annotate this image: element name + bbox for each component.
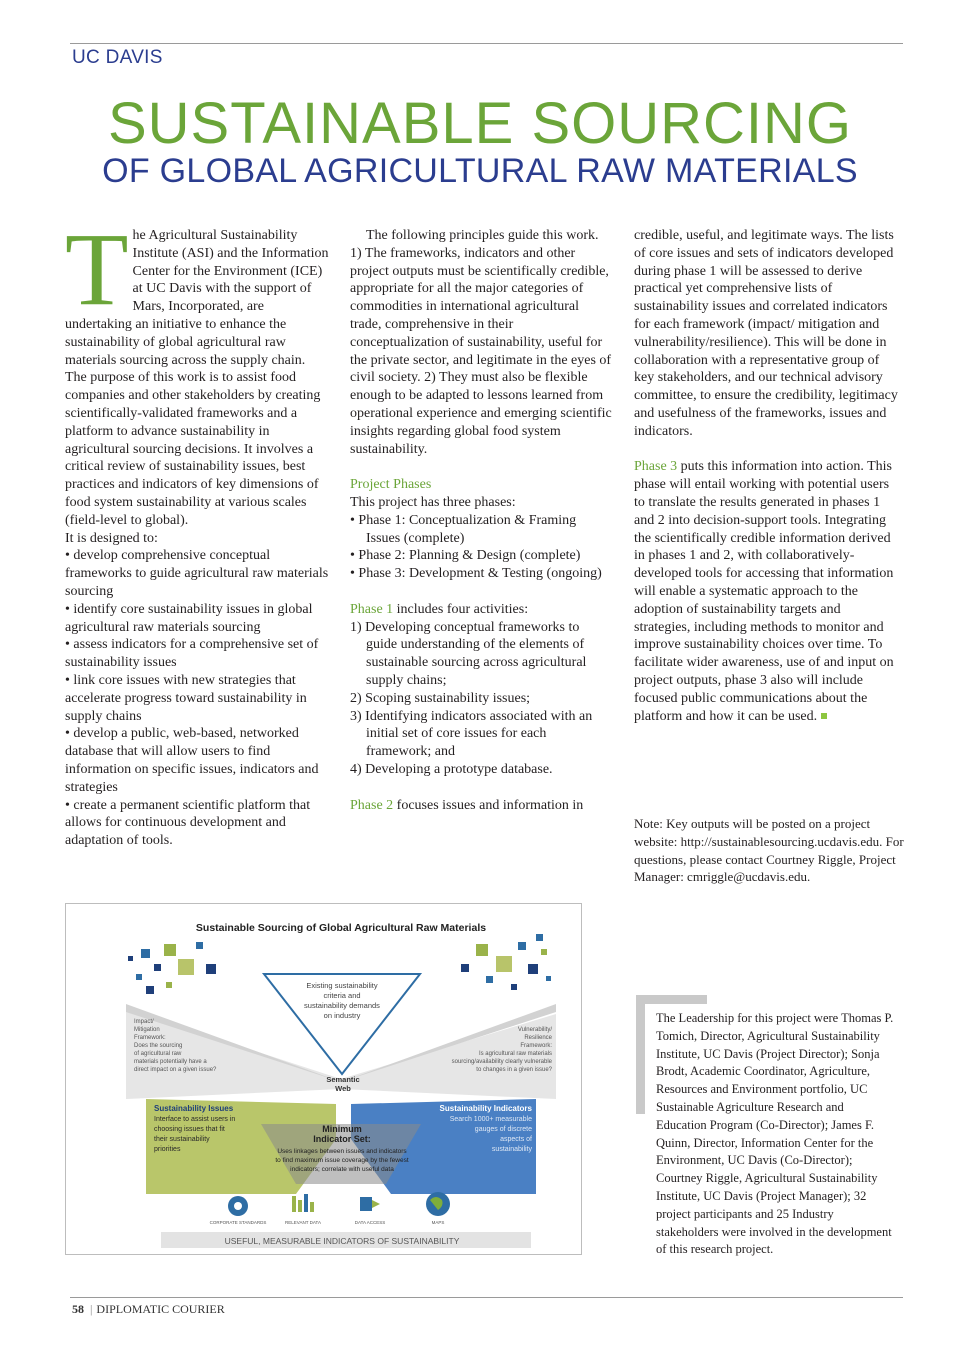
- svg-text:Sustainability Issues: Sustainability Issues: [154, 1104, 234, 1113]
- svg-text:to changes in a given issue?: to changes in a given issue?: [476, 1067, 552, 1073]
- svg-text:aspects of: aspects of: [500, 1136, 532, 1143]
- list-item: • Phase 2: Planning & Design (complete): [350, 548, 581, 564]
- svg-text:Mitigation: Mitigation: [134, 1027, 160, 1033]
- svg-text:Framework:: Framework:: [520, 1043, 552, 1049]
- diagram-svg: [66, 904, 581, 1254]
- intro-paragraph: he Agricultural Sustainability Institute (ASI) and the Information Center for the Environment (ICE) at UC Davis with the support of Mars, Incorporated, are undertaking an initiative to enhance the sustainability of global agricultural raw materials sourcing across the supply chain. The purpose of this work is to assist food companies and other stakeholders by creating scientifically-validated frameworks and a platform to advance sustainability in agricultural sourcing decisions. It involves a critical review of sustainability issues, best practices and indicators of key dimensions of food system sustainability at various scales (field-level to global).: [65, 228, 329, 528]
- svg-text:CORPORATE STANDARDS: CORPORATE STANDARDS: [209, 1220, 267, 1225]
- list-item: • Phase 1: Conceptualization & Framing Issues (complete): [350, 512, 577, 546]
- svg-text:Interface to assist users in: Interface to assist users in: [154, 1116, 236, 1123]
- phase2-continued: credible, useful, and legitimate ways. The lists of core issues and sets of indicators developed during phase 1 will be assessed to derive practical yet comprehensive lists of sustainability issues and correlated indicators for each framework (impact/ mitigation and vulnerability/resilience). This will be done in collaboration with a representative group of key stakeholders, and our technical advisory committee, to ensure the credibility, legitimacy and usefulness of the frameworks, issues and indicators.: [634, 228, 898, 439]
- phase2-label: Phase 2: [350, 797, 394, 813]
- drop-cap: T: [65, 212, 129, 327]
- svg-text:sustainability demands: sustainability demands: [304, 1001, 380, 1010]
- svg-text:Search 1000+ measurable: Search 1000+ measurable: [449, 1116, 532, 1123]
- list-item: • create a permanent scientific platform that allows for continuous development and adaptation of tools.: [65, 797, 311, 849]
- svg-text:DATA ACCESS: DATA ACCESS: [354, 1220, 386, 1225]
- phase1-label: Phase 1: [350, 601, 394, 617]
- bottom-rule: [70, 1297, 903, 1298]
- corporate-standards-icon: [228, 1196, 248, 1216]
- designed-to: It is designed to:: [65, 530, 158, 546]
- svg-text:Semantic: Semantic: [326, 1075, 360, 1084]
- list-item: • link core issues with new strategies that accelerate progress toward sustainability in supply chains: [65, 672, 307, 724]
- svg-text:Does the sourcing: Does the sourcing: [134, 1043, 183, 1049]
- footer: [72, 1302, 225, 1317]
- svg-text:criteria and: criteria and: [323, 991, 361, 1000]
- phase1-intro: Phase 1 includes four activities:: [350, 601, 529, 617]
- svg-text:sourcing/availability clearly: sourcing/availability clearly vulnerable: [451, 1059, 552, 1065]
- svg-text:of agricultural raw: of agricultural raw: [134, 1051, 182, 1057]
- svg-text:their sustainability: their sustainability: [154, 1136, 210, 1143]
- svg-text:to find maximum issue coverage: to find maximum issue coverage by the fewest: [275, 1157, 409, 1164]
- publication-name: DIPLOMATIC COURIER: [96, 1302, 225, 1316]
- list-item: 1) Developing conceptual frameworks to guide understanding of the elements of sustainable sourcing across agricultural supply chains;: [350, 619, 587, 688]
- svg-text:on industry: on industry: [323, 1011, 361, 1020]
- list-item: • Phase 3: Development & Testing (ongoing): [350, 566, 602, 582]
- phases-intro: This project has three phases:: [350, 494, 516, 510]
- svg-text:Resilience: Resilience: [524, 1035, 552, 1041]
- leadership-text: The Leadership for this project were Thomas P. Tomich, Director, Agricultural Sustainability Institute, UC Davis (Project Director); Sonja Brodt, Academic Coordinator, Agriculture, Resources and Environment portfolio, UC Sustainable Agriculture Research and Education Program (Co-Director); James F. Quinn, Director, Information Center for the Environment, UC Davis (Co-Director); Courtney Riggle, Agricultural Sustainability Institute, UC Davis (Project Manager); 32 project participants and 25 Industry stakeholders were involved in the development of this research project.: [656, 1011, 894, 1257]
- svg-text:Indicator Set:: Indicator Set:: [313, 1134, 371, 1144]
- icon-labels: [210, 1220, 445, 1225]
- separator-icon: |: [90, 1302, 93, 1316]
- list-item: 3) Identifying indicators associated with an initial set of core issues for each framework; and: [350, 708, 593, 760]
- phases-heading: Project Phases: [350, 477, 432, 493]
- svg-text:Impact/: Impact/: [134, 1019, 154, 1025]
- svg-text:indicators; correlate with use: indicators; correlate with useful data: [290, 1166, 394, 1173]
- phase2-intro: Phase 2 focuses issues and information in: [350, 797, 584, 813]
- list-item: • develop a public, web-based, networked database that will allow users to find information on specific issues, indicators and strategies: [65, 726, 319, 795]
- page-title: SUSTAINABLE SOURCING: [107, 91, 853, 156]
- figure-title: Sustainable Sourcing of Global Agricultural Raw Materials: [195, 922, 487, 934]
- data-access-icon: [360, 1197, 380, 1211]
- svg-text:materials potentially have a: materials potentially have a: [134, 1059, 207, 1065]
- list-item: 4) Developing a prototype database.: [350, 761, 553, 777]
- list-item: • assess indicators for a comprehensive set of sustainability issues: [65, 637, 319, 671]
- svg-text:Is agricultural raw materials: Is agricultural raw materials: [478, 1051, 552, 1057]
- diagram-figure: [65, 903, 582, 1255]
- list-item: • identify core sustainability issues in global agricultural raw materials sourcing: [65, 601, 313, 635]
- svg-text:Uses linkages between issues a: Uses linkages between issues and indicators: [277, 1148, 407, 1155]
- svg-text:direct impact on a given issue: direct impact on a given issue?: [134, 1067, 217, 1073]
- column-3: [634, 227, 898, 725]
- column-2: [350, 227, 612, 814]
- column-1: [65, 212, 330, 850]
- svg-text:Framework:: Framework:: [134, 1035, 166, 1041]
- section-label: UC DAVIS: [72, 47, 163, 68]
- svg-text:RELEVANT DATA: RELEVANT DATA: [285, 1220, 321, 1225]
- list-item: 2) Scoping sustainability issues;: [350, 690, 531, 706]
- svg-text:Existing sustainability: Existing sustainability: [306, 981, 378, 990]
- svg-text:gauges of discrete: gauges of discrete: [474, 1126, 532, 1133]
- phase3-paragraph: Phase 3 puts this information into action. This phase will entail working with potential users to translate the results generated in phases 1 and 2 into decision-support tools. Integrating the scientifically credible information derived in phases 1 and 2, with collaboratively-developed tools for accessing that information will enable a systematic approach to the adoption of sustainability targets and strategies, including methods to monitor and improve sustainability choices over time. To facilitate wider awareness, use of and input on project outputs, phase 3 also will include focused public communications about the platform and how it can be used.: [634, 459, 894, 724]
- svg-text:Vulnerability/: Vulnerability/: [517, 1027, 552, 1033]
- svg-text:choosing issues that fit: choosing issues that fit: [154, 1126, 225, 1133]
- relevant-data-icon: [292, 1194, 314, 1212]
- bottom-banner: USEFUL, MEASURABLE INDICATORS OF SUSTAINABILITY: [224, 1236, 460, 1246]
- svg-text:Web: Web: [335, 1084, 351, 1093]
- svg-text:Sustainability Indicators: Sustainability Indicators: [439, 1104, 532, 1113]
- page-subtitle: OF GLOBAL AGRICULTURAL RAW MATERIALS: [102, 152, 858, 190]
- phase3-label: Phase 3: [634, 459, 678, 475]
- page-number: 58: [72, 1302, 84, 1316]
- top-rule: [70, 43, 903, 44]
- maps-icon: [426, 1192, 450, 1216]
- project-note: Note: Key outputs will be posted on a project website: http://sustainablesourcing.ucdavis.edu. For questions, please contact Courtney Riggle, Project Manager: cmriggle@ucdavis.edu.: [634, 816, 904, 885]
- end-mark-icon: [821, 713, 827, 719]
- list-item: • develop comprehensive conceptual frameworks to guide agricultural raw materials sourcing: [65, 548, 329, 599]
- svg-text:sustainability: sustainability: [491, 1146, 532, 1153]
- svg-text:Minimum: Minimum: [322, 1124, 362, 1134]
- svg-text:priorities: priorities: [154, 1146, 181, 1153]
- principles-paragraph: The following principles guide this work. 1) The frameworks, indicators and other project outputs must be scientifically credible, appropriate for all the major categories of commodities in international agricultural trade, comprehensive in their conceptualization of sustainability, useful for the private sector, and legitimate in the eyes of civil society. 2) They must also be flexible enough to be adapted to lessons learned from operational experience and emerging scientific insights regarding global food system sustainability.: [350, 228, 612, 457]
- svg-text:MAPS: MAPS: [431, 1220, 445, 1225]
